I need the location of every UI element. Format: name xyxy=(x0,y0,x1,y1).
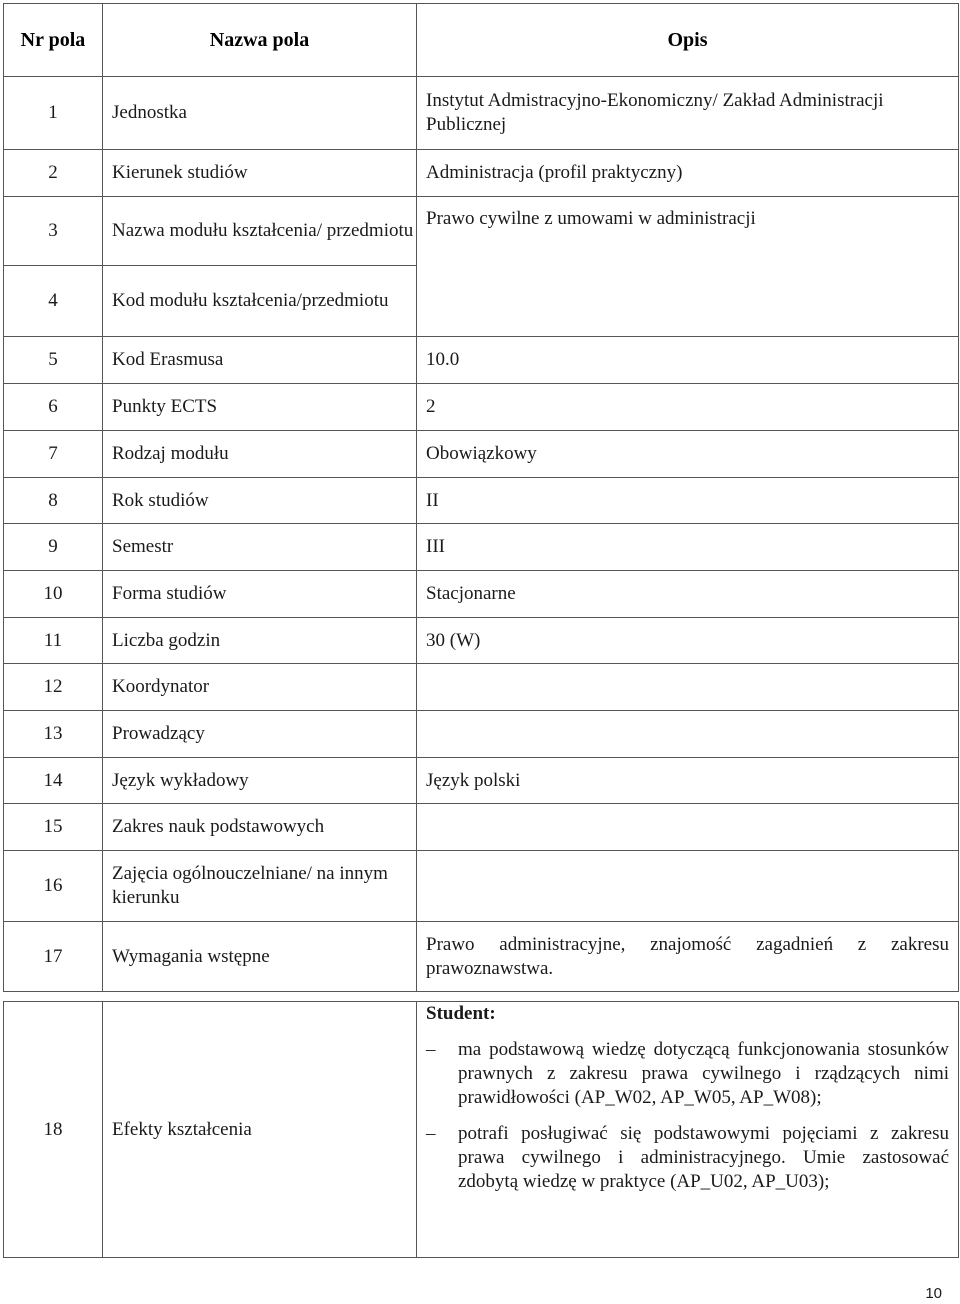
table-row xyxy=(4,618,959,664)
row-number: 6 xyxy=(4,384,103,431)
outcomes-lead: Student: xyxy=(426,1003,496,1024)
table-row xyxy=(4,478,959,524)
dash-bullet-icon: – xyxy=(426,1123,436,1144)
row-number: 14 xyxy=(4,758,103,804)
row-field-value xyxy=(417,664,959,711)
row-field-name: Semestr xyxy=(103,524,417,571)
row-number: 16 xyxy=(4,851,103,922)
row-field-value: Język polski xyxy=(417,758,959,804)
table-row xyxy=(4,384,959,431)
row-field-value: 2 xyxy=(417,384,959,431)
table-row xyxy=(4,571,959,618)
row-field-name: Rok studiów xyxy=(103,478,417,524)
header-nr: Nr pola xyxy=(4,4,103,77)
row-field-value: Administracja (profil praktyczny) xyxy=(417,150,959,197)
list-item xyxy=(426,1122,949,1194)
row-field-name: Rodzaj modułu xyxy=(103,431,417,478)
row-number: 12 xyxy=(4,664,103,711)
row-field-value: Stacjonarne xyxy=(417,571,959,618)
table-row xyxy=(4,150,959,197)
learning-outcomes-cell xyxy=(417,1002,959,1258)
row-field-name: Efekty kształcenia xyxy=(103,1002,417,1258)
row-field-name: Liczba godzin xyxy=(103,618,417,664)
table-row xyxy=(4,922,959,992)
row-field-value: Prawo cywilne z umowami w administracji xyxy=(417,197,959,337)
dash-bullet-icon: – xyxy=(426,1039,436,1060)
list-item xyxy=(426,1038,949,1110)
row-number: 3 xyxy=(4,197,103,266)
table-row xyxy=(4,197,959,266)
row-field-name: Nazwa modułu kształcenia/ przedmiotu xyxy=(103,197,417,266)
row-number: 7 xyxy=(4,431,103,478)
row-field-name: Kod Erasmusa xyxy=(103,337,417,384)
table-row xyxy=(4,431,959,478)
row-field-value: Prawo administracyjne, znajomość zagadnień z zakresu prawoznawstwa. xyxy=(417,922,959,992)
row-number: 13 xyxy=(4,711,103,758)
row-number: 4 xyxy=(4,266,103,337)
row-field-name: Forma studiów xyxy=(103,571,417,618)
row-number: 2 xyxy=(4,150,103,197)
row-number: 9 xyxy=(4,524,103,571)
row-number: 1 xyxy=(4,77,103,150)
row-field-name: Punkty ECTS xyxy=(103,384,417,431)
header-desc: Opis xyxy=(417,4,959,77)
row-field-value: Obowiązkowy xyxy=(417,431,959,478)
row-field-name: Koordynator xyxy=(103,664,417,711)
course-info-table xyxy=(3,3,959,1258)
table-row xyxy=(4,758,959,804)
row-number: 15 xyxy=(4,804,103,851)
row-field-name: Zajęcia ogólnouczelniane/ na innym kierunku xyxy=(103,851,417,922)
row-number: 8 xyxy=(4,478,103,524)
row-field-name: Prowadzący xyxy=(103,711,417,758)
row-field-name: Kod modułu kształcenia/przedmiotu xyxy=(103,266,417,337)
row-field-value: III xyxy=(417,524,959,571)
row-field-value xyxy=(417,804,959,851)
table-row xyxy=(4,77,959,150)
row-field-name: Wymagania wstępne xyxy=(103,922,417,992)
table-row xyxy=(4,804,959,851)
table-row xyxy=(4,337,959,384)
row-field-value: II xyxy=(417,478,959,524)
row-number: 5 xyxy=(4,337,103,384)
outcome-text: potrafi posługiwać się podstawowymi pojęciami z zakresu prawa cywilnego i administracyjnego. Umie zastosować zdobytą wiedzę w praktyce (AP_U02, AP_U03); xyxy=(458,1123,949,1192)
table-row xyxy=(4,851,959,922)
row-number: 17 xyxy=(4,922,103,992)
row-field-value xyxy=(417,711,959,758)
row-field-value xyxy=(417,851,959,922)
row-number: 18 xyxy=(4,1002,103,1258)
table-row xyxy=(4,1002,959,1258)
row-field-value: 10.0 xyxy=(417,337,959,384)
table-row xyxy=(4,711,959,758)
row-field-name: Język wykładowy xyxy=(103,758,417,804)
row-number: 11 xyxy=(4,618,103,664)
row-number: 10 xyxy=(4,571,103,618)
table-header-row xyxy=(4,4,959,77)
outcomes-list xyxy=(426,1038,949,1194)
row-field-value: 30 (W) xyxy=(417,618,959,664)
table-row xyxy=(4,664,959,711)
table-row xyxy=(4,524,959,571)
row-field-name: Jednostka xyxy=(103,77,417,150)
header-name: Nazwa pola xyxy=(103,4,417,77)
outcome-text: ma podstawową wiedzę dotyczącą funkcjonowania stosunków prawnych z zakresu prawa cywilnego i rządzących nimi prawidłowości (AP_W02, AP_W05, AP_W08); xyxy=(458,1039,949,1108)
page-number: 10 xyxy=(925,1285,942,1302)
row-field-value: Instytut Admistracyjno-Ekonomiczny/ Zakład Administracji Publicznej xyxy=(417,77,959,150)
row-field-name: Zakres nauk podstawowych xyxy=(103,804,417,851)
row-field-name: Kierunek studiów xyxy=(103,150,417,197)
